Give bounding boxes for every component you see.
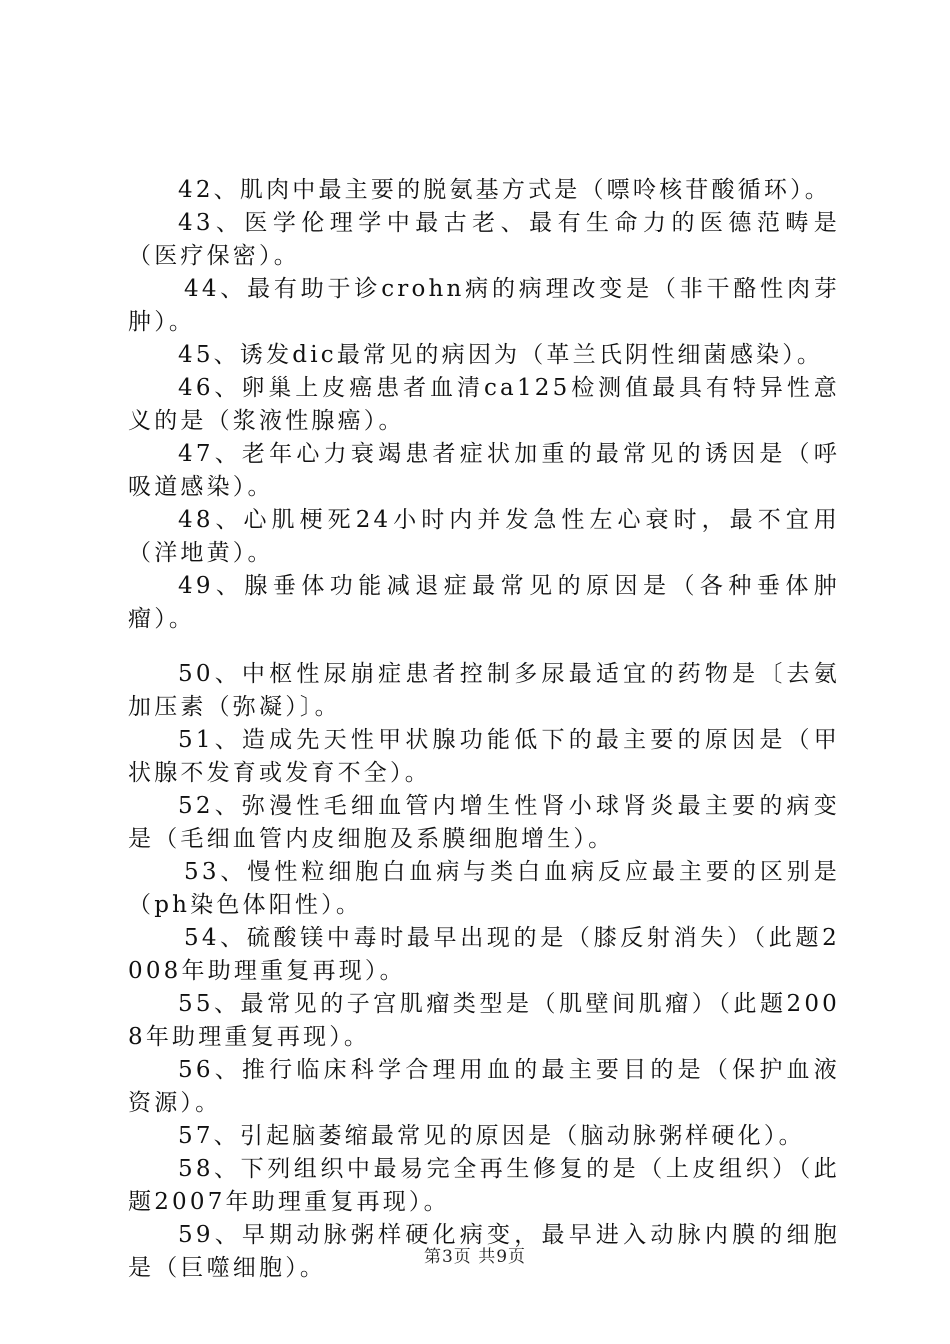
list-item: 42、肌肉中最主要的脱氨基方式是（嘌呤核苷酸循环）。 [178,177,831,203]
list-item: 53、慢性粒细胞白血病与类白血病反应最主要的区别是（ph染色体阳性）。 [128,859,840,918]
list-item: 55、最常见的子宫肌瘤类型是（肌壁间肌瘤）（此题2008年助理重复再现）。 [128,991,840,1050]
list-item: 49、腺垂体功能减退症最常见的原因是（各种垂体肿瘤）。 [128,573,840,632]
list-item: 45、诱发dic最常见的病因为（革兰氏阴性细菌感染）。 [178,342,824,368]
list-item: 44、最有助于诊crohn病的病理改变是（非干酪性肉芽肿）。 [128,276,840,335]
list-item: 51、造成先天性甲状腺功能低下的最主要的原因是（甲状腺不发育或发育不全）。 [128,727,840,786]
list-item: 54、硫酸镁中毒时最早出现的是（膝反射消失）（此题2008年助理重复再现）。 [128,925,840,984]
list-item: 50、中枢性尿崩症患者控制多尿最适宜的药物是〔去氨加压素（弥凝）〕。 [128,661,840,720]
list-item: 59、早期动脉粥样硬化病变，最早进入动脉内膜的细胞是（巨噬细胞）。 [128,1222,840,1281]
question-list [128,174,840,1285]
list-item: 48、心肌梗死24小时内并发急性左心衰时，最不宜用（洋地黄）。 [128,507,840,566]
page-number: 第3页 共9页 [423,1247,527,1267]
list-item: 52、弥漫性毛细血管内增生性肾小球肾炎最主要的病变是（毛细血管内皮细胞及系膜细胞增生）。 [128,793,840,852]
list-item: 58、下列组织中最易完全再生修复的是（上皮组织）（此题2007年助理重复再现）。 [128,1156,840,1215]
list-item: 46、卵巢上皮癌患者血清ca125检测值最具有特异性意义的是（浆液性腺癌）。 [128,375,840,434]
page-footer [0,1242,950,1267]
list-item: 56、推行临床科学合理用血的最主要目的是（保护血液资源）。 [128,1057,840,1116]
list-item: 43、医学伦理学中最古老、最有生命力的医德范畴是（医疗保密）。 [128,210,840,269]
list-item: 47、老年心力衰竭患者症状加重的最常见的诱因是（呼吸道感染）。 [128,441,840,500]
list-item: 57、引起脑萎缩最常见的原因是（脑动脉粥样硬化）。 [178,1123,805,1149]
